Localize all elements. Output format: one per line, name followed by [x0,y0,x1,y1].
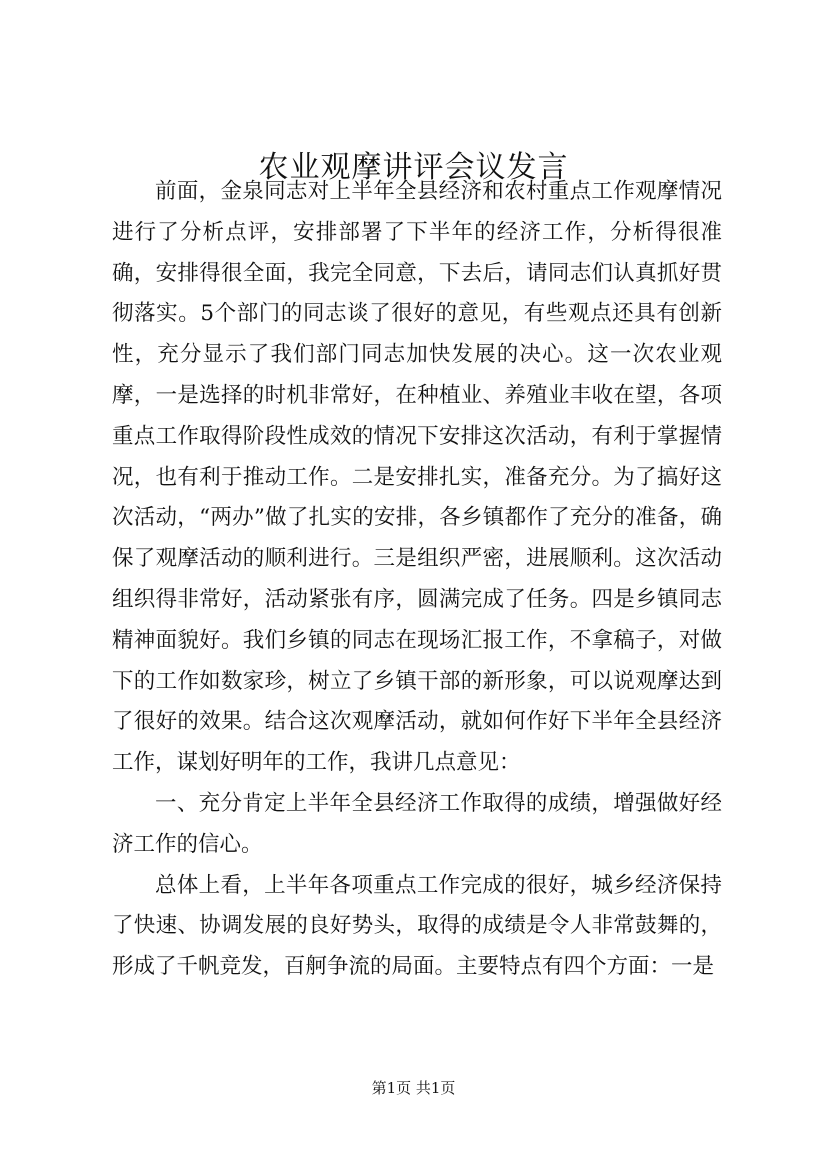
document-body [112,172,722,988]
document-title: 农业观摩讲评会议发言 [258,150,569,185]
paragraph-overview: 总体上看，上半年各项重点工作完成的很好，城乡经济保持了快速、协调发展的良好势头，取得的成绩是令人非常鼓舞的，形成了千帆竞发，百舸争流的局面。主要特点有四个方面：一是 [112,872,722,980]
paragraph-section-one-heading: 一、充分肯定上半年全县经济工作取得的成绩，增强做好经济工作的信心。 [112,790,722,857]
page-footer: 第1页 共1页 [371,1079,456,1097]
paragraph-intro: 前面，金泉同志对上半年全县经济和农村重点工作观摩情况进行了分析点评，安排部署了下半年的经济工作，分析得很准确，安排得很全面，我完全同意，下去后，请同志们认真抓好贯彻落实。5个部门的同志谈了很好的意见，有些观点还具有创新性，充分显示了我们部门同志加快发展的决心。这一次农业观摩，一是选择的时机非常好，在种植业、养殖业丰收在望，各项重点工作取得阶段性成效的情况下安排这次活动，有利于掌握情况，也有利于推动工作。二是安排扎实，准备充分。为了搞好这次活动，“两办”做了扎实的安排，各乡镇都作了充分的准备，确保了观摩活动的顺利进行。三是组织严密，进展顺利。这次活动组织得非常好，活动紧张有序，圆满完成了任务。四是乡镇同志精神面貌好。我们乡镇的同志在现场汇报工作，不拿稿子，对做下的工作如数家珍，树立了乡镇干部的新形象，可以说观摩达到了很好的效果。结合这次观摩活动，就如何作好下半年全县经济工作，谋划好明年的工作，我讲几点意见： [112,179,722,776]
